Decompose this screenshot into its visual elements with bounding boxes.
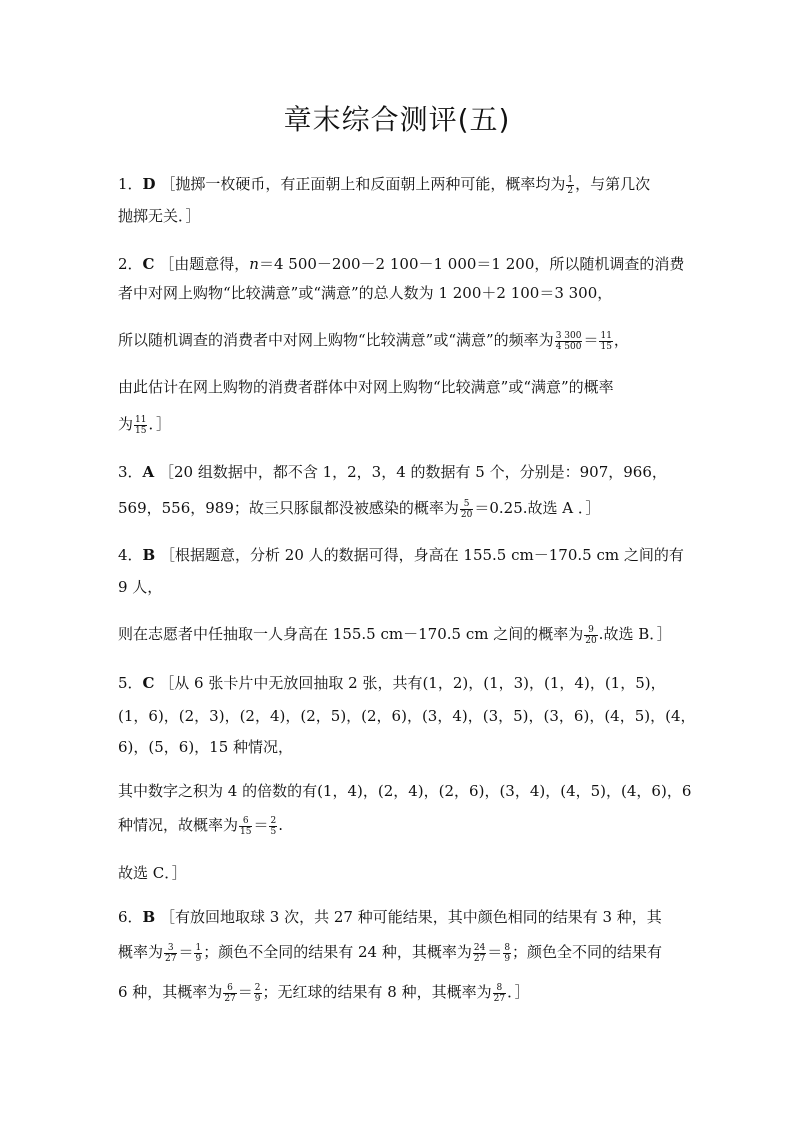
- answer-text: 其中数字之积为 4 的倍数的有(1，4)，(2，4)，(2，6)，(3，4)，(4，5)，(4，6)，6: [118, 782, 692, 800]
- answer-text: .故选 B．］: [598, 625, 672, 643]
- answer-text: ［20 组数据中，都不含 1，2，3，4 的数据有 5 个，分别是：907，966，: [158, 463, 667, 481]
- answer-text: ＝4 500－200－2 100－1 000＝1 200，所以随机调查的消费: [258, 255, 685, 273]
- question-number: 4．: [118, 546, 143, 564]
- answer-6-line-3: [118, 982, 718, 1004]
- answer-text: ［由题意得，: [159, 255, 250, 273]
- answer-5-line-1: [118, 673, 718, 693]
- fraction: $\frac{9}{20}$: [585, 625, 597, 647]
- answer-5-line-2: [118, 706, 718, 726]
- answer-2-line-3: [118, 330, 718, 352]
- answer-text: 概率为: [118, 943, 164, 961]
- answer-text: 者中对网上购物“比较满意”或“满意”的总人数为 1 200＋2 100＝3 300，: [118, 284, 613, 302]
- answer-text: 为: [118, 415, 134, 433]
- answer-text: 6 种，其概率为: [118, 983, 223, 1001]
- answer-1-line-2: [118, 206, 718, 226]
- answer-text: ［从 6 张卡片中无放回抽取 2 张，共有(1，2)，(1，3)，(1，4)，(1，5)，: [159, 674, 666, 692]
- answer-2-line-2: [118, 283, 718, 303]
- fraction: $\frac{5}{20}$: [460, 499, 473, 521]
- answer-text: ；颜色不全同的结果有 24 种，其概率为: [203, 943, 472, 961]
- answer-text: 569，556，989；故三只豚鼠都没被感染的概率为: [118, 499, 459, 517]
- answer-text: ［抛掷一枚硬币，有正面朝上和反面朝上两种可能，概率均为: [160, 175, 566, 193]
- fraction: $\frac{8}{27}$: [493, 983, 506, 1005]
- fraction: $\frac{2}{5}$: [270, 816, 277, 838]
- answer-text: ．］: [507, 983, 530, 1001]
- variable: n: [249, 255, 259, 273]
- fraction: $\frac{8}{9}$: [504, 943, 511, 965]
- answer-2-line-5: [118, 414, 718, 436]
- question-number: 3．: [118, 463, 143, 481]
- equals: ＝: [237, 983, 253, 1001]
- answer-text: ．］: [148, 415, 171, 433]
- equals: ＝: [178, 943, 194, 961]
- fraction: $\frac{1}{2}$: [567, 175, 574, 197]
- answer-5-line-3: [118, 737, 718, 757]
- equals: ＝: [583, 331, 599, 349]
- answer-text: ［有放回地取球 3 次，共 27 种可能结果，其中颜色相同的结果有 3 种，其: [160, 908, 662, 926]
- answer-4-line-3: [118, 624, 718, 646]
- answer-letter: B: [142, 908, 156, 926]
- fraction: $\frac{3}{27}$: [165, 943, 177, 965]
- fraction: $\frac{11}{15}$: [600, 331, 612, 353]
- fraction: $\frac{1}{9}$: [195, 943, 202, 965]
- question-number: 1．: [118, 175, 143, 193]
- fraction: $\frac{3 300}{4 500}$: [555, 331, 582, 353]
- answer-text: 抛掷无关．］: [118, 207, 201, 225]
- answer-text: 种情况，故概率为: [118, 816, 239, 834]
- answer-3-line-1: [118, 462, 718, 482]
- equals: ＝: [253, 816, 269, 834]
- question-number: 6．: [118, 908, 143, 926]
- answer-3-line-2: [118, 498, 718, 520]
- fraction: $\frac{6}{15}$: [240, 816, 252, 838]
- answer-5-line-5: [118, 815, 718, 837]
- answer-letter: C: [142, 674, 155, 692]
- question-number: 2．: [118, 255, 143, 273]
- answer-text: .: [278, 816, 283, 834]
- equals: ＝: [487, 943, 503, 961]
- answer-1-line-1: [118, 174, 718, 196]
- answer-text: 所以随机调查的消费者中对网上购物“比较满意”或“满意”的频率为: [118, 331, 554, 349]
- answer-text: 9 人，: [118, 578, 163, 596]
- answer-text: ，: [613, 331, 629, 349]
- answer-2-line-1: [118, 254, 718, 274]
- answer-4-line-2: [118, 577, 718, 597]
- fraction: $\frac{2}{9}$: [254, 983, 261, 1005]
- fraction: $\frac{11}{15}$: [135, 415, 147, 437]
- answer-5-line-6: [118, 863, 718, 883]
- answer-text: ；无红球的结果有 8 种，其概率为: [262, 983, 492, 1001]
- answer-letter: D: [142, 175, 156, 193]
- fraction: $\frac{24}{27}$: [473, 943, 486, 965]
- answer-text: ＝0.25.故选 A ．］: [474, 499, 601, 517]
- answer-6-line-1: [118, 907, 718, 927]
- answer-letter: A: [142, 463, 155, 481]
- answer-text: ，与第几次: [575, 175, 651, 193]
- answer-text: ［根据题意，分析 20 人的数据可得，身高在 155.5 cm－170.5 cm 之间的有: [160, 546, 684, 564]
- answer-text: 故选 C．］: [118, 864, 187, 882]
- answer-letter: C: [142, 255, 155, 273]
- answer-text: 则在志愿者中任抽取一人身高在 155.5 cm－170.5 cm 之间的概率为: [118, 625, 584, 643]
- answer-text: (1，6)，(2，3)，(2，4)，(2，5)，(2，6)，(3，4)，(3，5)，(3，6)，(4，5)，(4，: [118, 707, 696, 725]
- answer-letter: B: [142, 546, 156, 564]
- answer-text: ；颜色全不同的结果有: [512, 943, 663, 961]
- answer-5-line-4: [118, 781, 698, 801]
- answer-4-line-1: [118, 545, 718, 565]
- answer-6-line-2: [118, 942, 718, 964]
- fraction: $\frac{6}{27}$: [224, 983, 236, 1005]
- answer-2-line-4: [118, 377, 718, 397]
- page-title: 章末综合测评(五): [283, 103, 511, 136]
- answer-text: 6)，(5，6)，15 种情况，: [118, 738, 294, 756]
- question-number: 5．: [118, 674, 143, 692]
- answer-text: 由此估计在网上购物的消费者群体中对网上购物“比较满意”或“满意”的概率: [118, 378, 614, 396]
